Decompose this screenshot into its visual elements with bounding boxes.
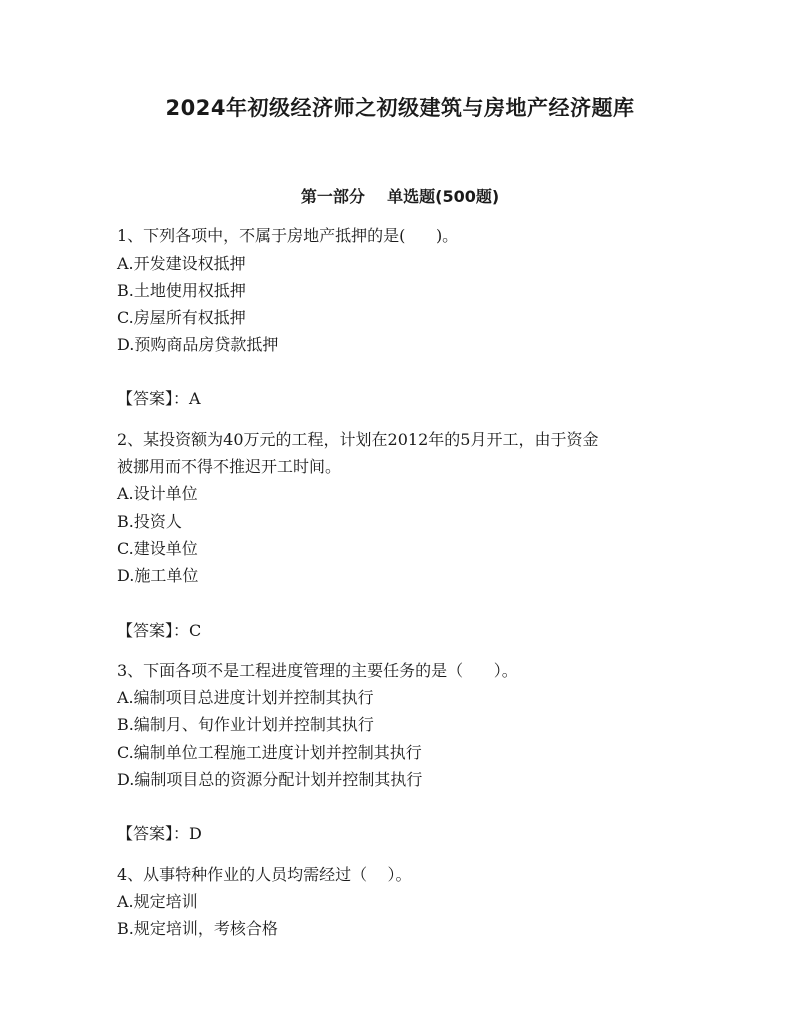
question-2-option-a: A.设计单位 bbox=[117, 484, 198, 503]
question-3-option-b: B.编制月、旬作业计划并控制其执行 bbox=[117, 715, 374, 734]
question-4-option-b: B.规定培训，考核合格 bbox=[117, 919, 278, 938]
question-2-answer: 【答案】：C bbox=[117, 621, 202, 640]
question-2-option-b: B.投资人 bbox=[117, 512, 182, 531]
question-3-stem: 3、下面各项不是工程进度管理的主要任务的是（ ）。 bbox=[117, 661, 518, 680]
question-1-option-c: C.房屋所有权抵押 bbox=[117, 308, 246, 327]
question-3-option-d: D.编制项目总的资源分配计划并控制其执行 bbox=[117, 770, 423, 789]
question-3-option-c: C.编制单位工程施工进度计划并控制其执行 bbox=[117, 743, 422, 762]
question-1-option-a: A.开发建设权抵押 bbox=[117, 254, 246, 273]
question-1-stem: 1、下列各项中，不属于房地产抵押的是( )。 bbox=[117, 226, 459, 245]
question-2-option-c: C.建设单位 bbox=[117, 539, 198, 558]
document-title: 2024年初级经济师之初级建筑与房地产经济题库 bbox=[165, 96, 635, 120]
question-1-option-b: B.土地使用权抵押 bbox=[117, 281, 246, 300]
question-2-stem-line-2: 被挪用而不得不推迟开工时间。 bbox=[117, 457, 342, 476]
question-2-option-d: D.施工单位 bbox=[117, 566, 199, 585]
section-heading: 第一部分 单选题(500题) bbox=[300, 187, 500, 206]
question-4-option-a: A.规定培训 bbox=[117, 892, 198, 911]
question-1-option-d: D.预购商品房贷款抵押 bbox=[117, 335, 279, 354]
question-2-stem-line-1: 2、某投资额为40万元的工程，计划在2012年的5月开工，由于资金 bbox=[117, 430, 599, 449]
question-3-option-a: A.编制项目总进度计划并控制其执行 bbox=[117, 688, 374, 707]
question-3-answer: 【答案】：D bbox=[117, 824, 202, 843]
question-1-answer: 【答案】：A bbox=[117, 389, 201, 408]
question-4-stem: 4、从事特种作业的人员均需经过（ ）。 bbox=[117, 865, 412, 884]
